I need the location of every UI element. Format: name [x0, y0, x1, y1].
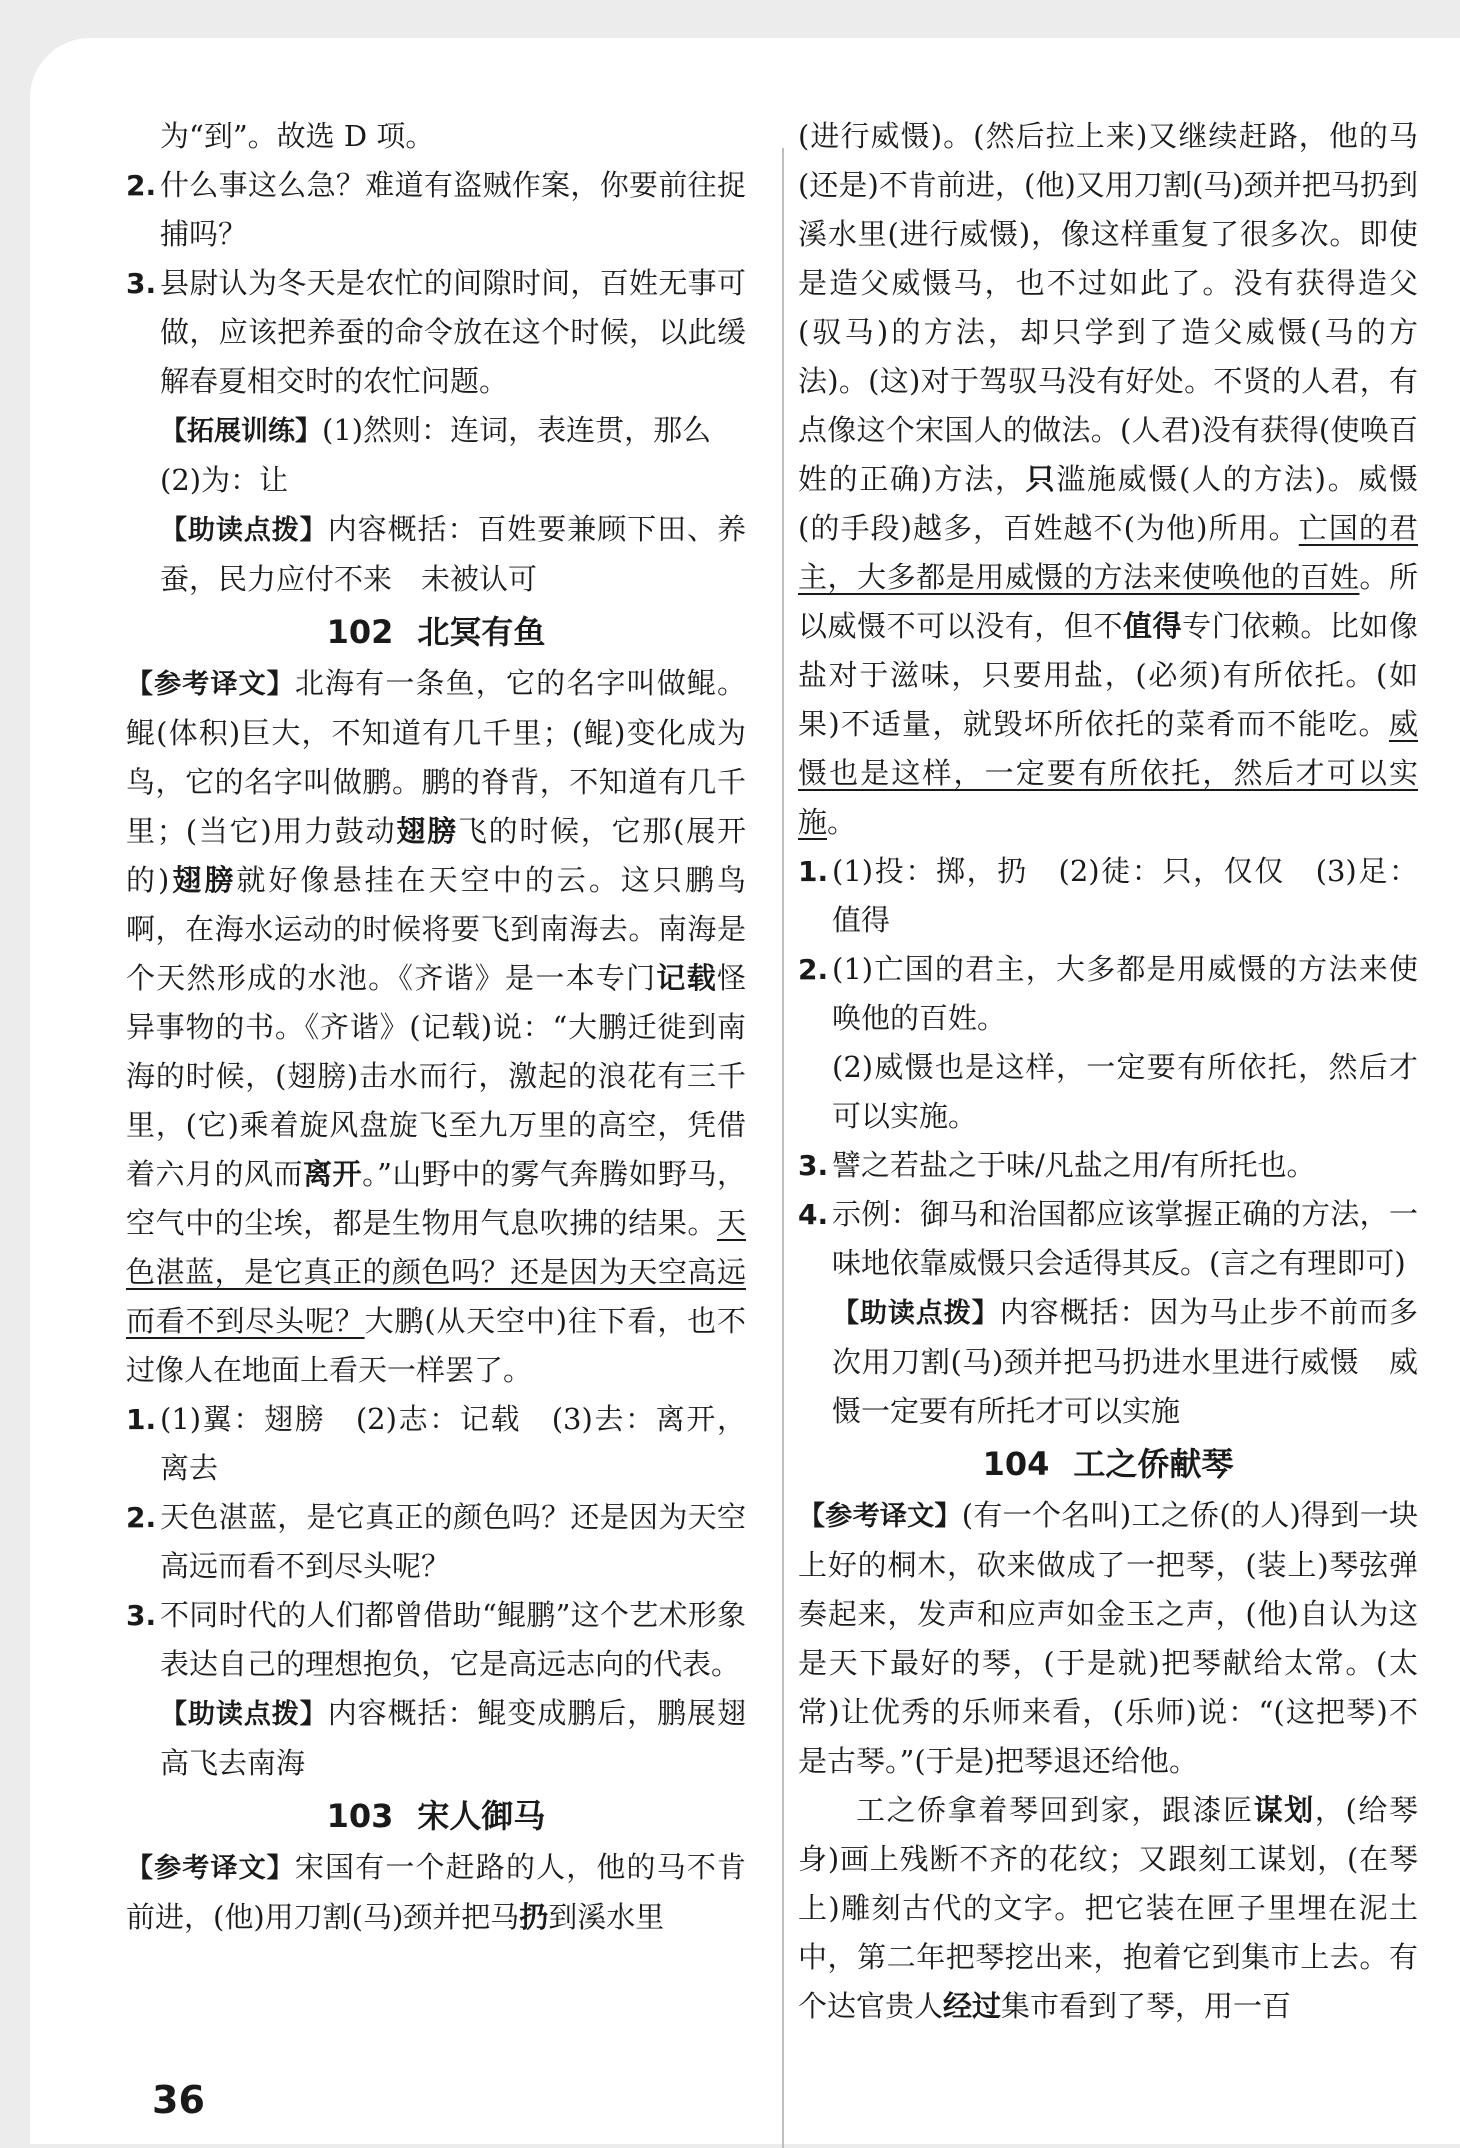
- reference-tag: 【参考译文】: [126, 1853, 295, 1884]
- answer-text: 不同时代的人们都曾借助“鲲鹏”这个艺术形象表达自己的理想抱负，它是高远志向的代表。: [160, 1598, 746, 1681]
- reading-tip-tag: 【助读点拨】: [160, 1699, 328, 1730]
- answer-number: 1.: [126, 1403, 157, 1436]
- keyword: 经过: [943, 1989, 1002, 2023]
- section-number: 102: [326, 613, 394, 651]
- answer-text: 什么事这么急？难道有盗贼作案，你要前往捉捕吗？: [160, 168, 746, 251]
- reading-tip: [126, 505, 746, 604]
- underlined-sentence: 天色湛蓝，是它真正的颜色吗？还是因为天空高远而看不到尽头呢？: [126, 1206, 746, 1338]
- reading-tip-text: 内容概括：鲲变成鹏后，鹏展翅高飞去南海: [160, 1696, 746, 1780]
- keyword: 翅膀: [169, 863, 237, 897]
- translation-text: (进行威慑)。(然后拉上来)又继续赶路，他的马(还是)不肯前进，(他)又用刀割(马)颈并把马扔到溪水里(进行威慑)，像这样重复了很多次。即使是造父威慑马，也不过如此了。没有获得造父(驭马)的方法，却只学到了造父威慑(马的方法)。(这)对于驾驭马没有好处。不贤的人君，有点像这个宋国人的做法。(人君)没有获得(使唤百姓的正确)方法，: [798, 119, 1418, 496]
- answer-number: 3.: [798, 1149, 829, 1182]
- reference-tag: 【参考译文】: [798, 1501, 962, 1532]
- column-divider: [782, 148, 784, 2148]
- translation-text: 。所以威慑不可以没有，但不: [798, 560, 1418, 643]
- keyword: 谋划: [1253, 1793, 1315, 1827]
- underlined-sentence: 威慑也是这样，一定要有所依托，然后才可以实施: [798, 707, 1418, 839]
- keyword: 离开: [303, 1157, 363, 1191]
- translation-text: (有一个名叫)工之侨(的人)得到一块上好的桐木，砍来做成了一把琴，(装上)琴弦弹奏起来，发声和应声如金玉之声，(他)自认为这是天下最好的琴，(于是就)把琴献给太常。(太常)让优秀的乐师来看，(乐师)说：“(这把琴)不是古琴。”(于是)把琴退还给他。: [798, 1498, 1418, 1778]
- reading-tip-tag: 【助读点拨】: [832, 1298, 1000, 1329]
- answer-2: [126, 161, 746, 259]
- section-number: 103: [326, 1797, 394, 1835]
- answer-text: (1)翼：翅膀 (2)志：记载 (3)去：离开，离去: [160, 1402, 746, 1485]
- answer-4: [798, 1190, 1418, 1288]
- right-column: [798, 112, 1418, 2031]
- extension-text-2: (2)为：让: [160, 463, 289, 497]
- reading-tip-tag: 【助读点拨】: [160, 515, 328, 546]
- answer-number: 4.: [798, 1198, 829, 1231]
- section-number: 104: [982, 1445, 1050, 1483]
- translation-text: 怪异事物的书。《齐谐》(记载)说：“大鹏迁徙到南海的时候，(翅膀)击水而行，激起的浪花有三千里，(它)乘着旋风盘旋飞至九万里的高空，凭借着六月的风而: [126, 961, 746, 1191]
- extension-text: (1)然则：连词，表连贯，那么: [322, 413, 712, 447]
- section-heading-103: [126, 1792, 746, 1841]
- keyword: 值得: [1123, 609, 1183, 643]
- reference-translation-continued: [798, 112, 1418, 847]
- translation-text: 。”山野中的雾气奔腾如野马，空气中的尘埃，都是生物用气息吹拂的结果。: [126, 1157, 746, 1240]
- translation-text: 工之侨拿着琴回到家，跟漆匠: [856, 1793, 1254, 1827]
- translation-text: 集市看到了琴，用一百: [1001, 1989, 1292, 2023]
- translation-text: ，(给琴身)画上残断不齐的花纹；又跟刻工谋划，(在琴上)雕刻古代的文字。把它装在匣子里埋在泥土中，第二年把琴挖出来，抱着它到集市上去。有个达官贵人: [798, 1793, 1418, 2023]
- answer-2: [798, 945, 1418, 1043]
- reference-translation: [798, 1491, 1418, 1786]
- page-sheet: [30, 38, 1460, 2144]
- answer-number: 2.: [126, 169, 157, 202]
- page-number: 36: [152, 2078, 205, 2122]
- reading-tip-text: 内容概括：因为马止步不前而多次用刀割(马)颈并把马扔进水里进行威慑 威慑一定要有所托才可以实施: [832, 1295, 1418, 1428]
- extension-training: [126, 406, 746, 456]
- answer-text: 譬之若盐之于味/凡盐之用/有所托也。: [832, 1148, 1316, 1182]
- answer-3: [798, 1141, 1418, 1190]
- section-title: 工之侨献琴: [1073, 1445, 1234, 1483]
- underlined-sentence: 亡国的君主，大多都是用威慑的方法来使唤他的百姓: [798, 511, 1418, 594]
- extension-tag: 【拓展训练】: [160, 416, 322, 447]
- translation-paragraph-2: [798, 1786, 1418, 2031]
- answer-number: 2.: [126, 1501, 157, 1534]
- reference-translation: [126, 1843, 746, 1942]
- answer-text: 天色湛蓝，是它真正的颜色吗？还是因为天空高远而看不到尽头呢？: [160, 1500, 746, 1583]
- answer-number: 3.: [126, 267, 157, 300]
- answer-number: 2.: [798, 953, 829, 986]
- reading-tip: [798, 1288, 1418, 1436]
- translation-text: 滥施威慑(人的方法)。威慑(的手段)越多，百姓越不(为他)所用。: [798, 462, 1418, 545]
- keyword: 记载: [656, 961, 717, 995]
- answer-1: [126, 1395, 746, 1493]
- translation-text: 专门依赖。比如像盐对于滋味，只要用盐，(必须)有所依托。(如果)不适量，就毁坏所依托的菜肴而不能吃。: [798, 609, 1418, 741]
- translation-text: 。: [827, 805, 857, 839]
- section-heading-104: [798, 1440, 1418, 1489]
- translation-text: 大鹏(从天空中)往下看，也不过像人在地面上看天一样罢了。: [126, 1304, 746, 1387]
- answer-2: [126, 1493, 746, 1591]
- keyword: 扔: [519, 1900, 549, 1934]
- translation-text: 飞的时候，它那(展开的): [126, 814, 746, 897]
- translation-text: 到溪水里: [548, 1900, 665, 1934]
- reference-tag: 【参考译文】: [126, 669, 295, 700]
- reading-tip-text: 内容概括：百姓要兼顾下田、养蚕，民力应付不来 未被认可: [160, 512, 746, 596]
- answer-text: (1)投：掷，扔 (2)徒：只，仅仅 (3)足：值得: [832, 854, 1418, 937]
- translation-text: 北海有一条鱼，它的名字叫做鲲。鲲(体积)巨大，不知道有几千里；(鲲)变化成为鸟，它的名字叫做鹏。鹏的脊背，不知道有几千里；(当它)用力鼓动: [126, 666, 746, 848]
- answer-number: 1.: [798, 855, 829, 888]
- translation-text: 宋国有一个赶路的人，他的马不肯前进，(他)用刀割(马)颈并把马: [126, 1850, 746, 1934]
- answer-3: [126, 1591, 746, 1689]
- keyword: 只: [1025, 462, 1057, 496]
- answer-line: 为“到”。故选 D 项。: [160, 119, 435, 153]
- section-heading-102: [126, 608, 746, 657]
- answer-text: 县尉认为冬天是农忙的间隙时间，百姓无事可做，应该把养蚕的命令放在这个时候，以此缓解春夏相交时的农忙问题。: [160, 266, 746, 398]
- section-title: 北冥有鱼: [417, 613, 546, 651]
- answer-text-2b: (2)威慑也是这样，一定要有所依托，然后才可以实施。: [832, 1050, 1418, 1133]
- answer-3: [126, 259, 746, 406]
- left-column: [126, 112, 746, 1942]
- answer-number: 3.: [126, 1599, 157, 1632]
- answer-text: 示例：御马和治国都应该掌握正确的方法，一味地依靠威慑只会适得其反。(言之有理即可): [832, 1197, 1418, 1280]
- answer-1: [798, 847, 1418, 945]
- reading-tip: [126, 1689, 746, 1788]
- reference-translation: [126, 659, 746, 1395]
- answer-text: (1)亡国的君主，大多都是用威慑的方法来使唤他的百姓。: [832, 952, 1418, 1035]
- translation-text: 就好像悬挂在天空中的云。这只鹏鸟啊，在海水运动的时候将要飞到南海去。南海是个天然形成的水池。《齐谐》是一本专门: [126, 863, 746, 995]
- keyword: 翅膀: [396, 814, 458, 848]
- section-title: 宋人御马: [417, 1797, 546, 1835]
